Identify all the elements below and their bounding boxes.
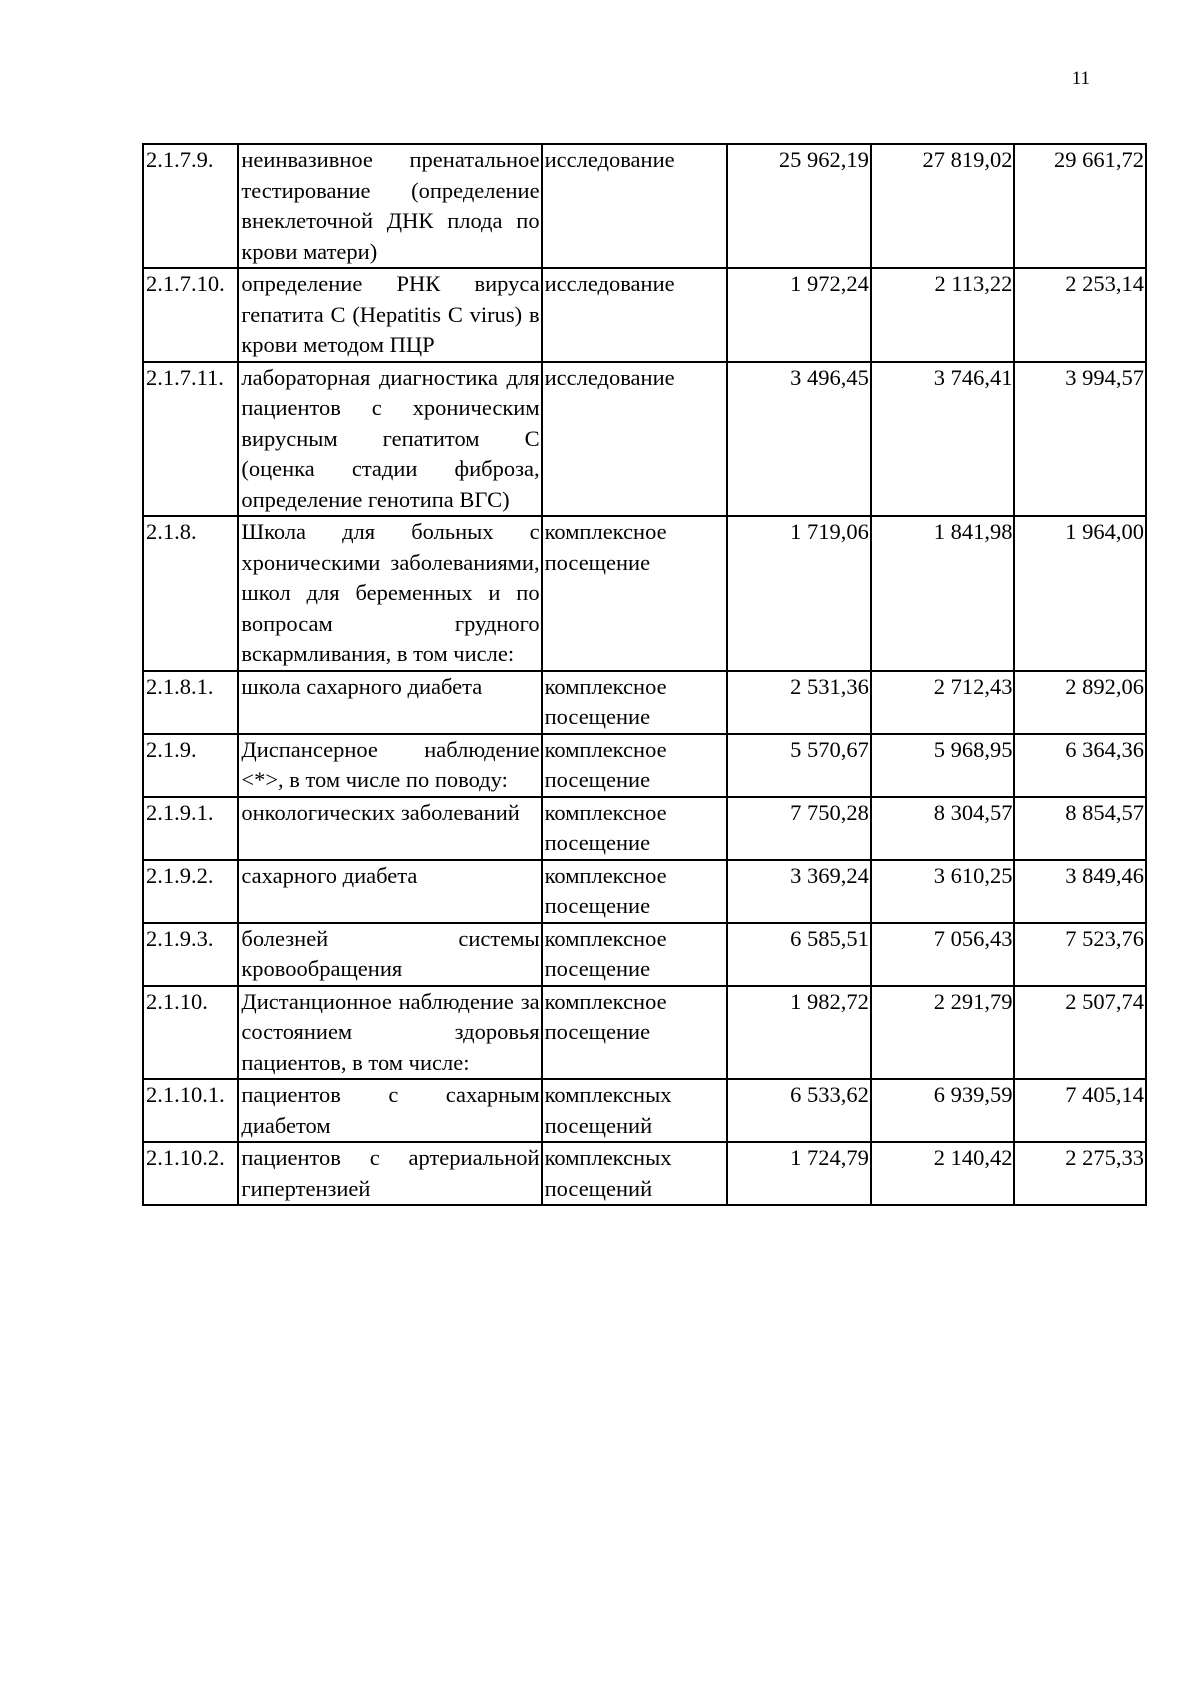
table-row: [143, 362, 1146, 517]
row-unit: комплексное посещение: [542, 923, 728, 986]
row-value-2: 6 939,59: [871, 1079, 1015, 1142]
row-value-3: 3 994,57: [1014, 362, 1146, 517]
row-value-1: 7 750,28: [727, 797, 871, 860]
row-name: школа сахарного диабета: [238, 671, 541, 734]
row-unit: комплексных посещений: [542, 1142, 728, 1205]
row-value-3: 2 892,06: [1014, 671, 1146, 734]
row-code: 2.1.9.: [143, 734, 238, 797]
tariff-table: [142, 143, 1147, 1206]
row-value-1: 1 724,79: [727, 1142, 871, 1205]
row-value-3: 2 275,33: [1014, 1142, 1146, 1205]
row-value-3: 7 405,14: [1014, 1079, 1146, 1142]
row-code: 2.1.10.2.: [143, 1142, 238, 1205]
row-name: болезней системы кровообращения: [238, 923, 541, 986]
row-value-3: 6 364,36: [1014, 734, 1146, 797]
row-value-3: 7 523,76: [1014, 923, 1146, 986]
row-name: онкологических заболеваний: [238, 797, 541, 860]
table-row: [143, 516, 1146, 671]
row-code: 2.1.7.9.: [143, 144, 238, 268]
row-value-3: 2 507,74: [1014, 986, 1146, 1080]
row-value-3: 2 253,14: [1014, 268, 1146, 362]
row-code: 2.1.7.11.: [143, 362, 238, 517]
row-value-1: 5 570,67: [727, 734, 871, 797]
table-row: [143, 860, 1146, 923]
row-value-1: 25 962,19: [727, 144, 871, 268]
row-value-1: 1 982,72: [727, 986, 871, 1080]
table-row: [143, 923, 1146, 986]
table-row: [143, 797, 1146, 860]
row-value-2: 5 968,95: [871, 734, 1015, 797]
row-code: 2.1.9.3.: [143, 923, 238, 986]
row-name: Диспансерное наблюдение <*>, в том числе по поводу:: [238, 734, 541, 797]
page-number: 11: [1071, 68, 1090, 89]
row-value-3: 29 661,72: [1014, 144, 1146, 268]
table-row: [143, 268, 1146, 362]
row-unit: комплексное посещение: [542, 986, 728, 1080]
table-row: [143, 144, 1146, 268]
row-unit: комплексное посещение: [542, 734, 728, 797]
table-row: [143, 1079, 1146, 1142]
row-name: пациентов с сахарным диабетом: [238, 1079, 541, 1142]
row-code: 2.1.8.1.: [143, 671, 238, 734]
row-value-2: 2 291,79: [871, 986, 1015, 1080]
row-name: определение РНК вируса гепатита С (Hepatitis C virus) в крови методом ПЦР: [238, 268, 541, 362]
row-value-1: 3 496,45: [727, 362, 871, 517]
row-value-2: 3 746,41: [871, 362, 1015, 517]
row-name: Школа для больных с хроническими заболеваниями, школ для беременных и по вопросам грудного вскармливания, в том числе:: [238, 516, 541, 671]
row-unit: комплексное посещение: [542, 797, 728, 860]
row-value-2: 2 140,42: [871, 1142, 1015, 1205]
row-code: 2.1.8.: [143, 516, 238, 671]
row-value-2: 1 841,98: [871, 516, 1015, 671]
row-unit: комплексное посещение: [542, 860, 728, 923]
row-value-2: 2 712,43: [871, 671, 1015, 734]
row-code: 2.1.7.10.: [143, 268, 238, 362]
table-row: [143, 1142, 1146, 1205]
row-value-3: 1 964,00: [1014, 516, 1146, 671]
row-value-3: 8 854,57: [1014, 797, 1146, 860]
table-row: [143, 986, 1146, 1080]
row-unit: исследование: [542, 144, 728, 268]
row-code: 2.1.9.1.: [143, 797, 238, 860]
row-unit: комплексное посещение: [542, 516, 728, 671]
row-name: лабораторная диагностика для пациентов с хроническим вирусным гепатитом С (оценка стадии фиброза, определение генотипа ВГС): [238, 362, 541, 517]
row-value-1: 6 585,51: [727, 923, 871, 986]
row-value-2: 2 113,22: [871, 268, 1015, 362]
row-value-2: 3 610,25: [871, 860, 1015, 923]
table-row: [143, 734, 1146, 797]
row-value-1: 1 972,24: [727, 268, 871, 362]
row-value-1: 6 533,62: [727, 1079, 871, 1142]
row-value-2: 7 056,43: [871, 923, 1015, 986]
row-unit: исследование: [542, 268, 728, 362]
table-row: [143, 671, 1146, 734]
row-name: неинвазивное пренатальное тестирование (определение внеклеточной ДНК плода по крови матери): [238, 144, 541, 268]
row-value-1: 3 369,24: [727, 860, 871, 923]
row-code: 2.1.10.1.: [143, 1079, 238, 1142]
row-value-3: 3 849,46: [1014, 860, 1146, 923]
row-unit: комплексное посещение: [542, 671, 728, 734]
row-name: Дистанционное наблюдение за состоянием здоровья пациентов, в том числе:: [238, 986, 541, 1080]
tariff-table-body: [143, 144, 1146, 1205]
row-code: 2.1.9.2.: [143, 860, 238, 923]
row-value-1: 2 531,36: [727, 671, 871, 734]
row-value-2: 8 304,57: [871, 797, 1015, 860]
row-name: пациентов с артериальной гипертензией: [238, 1142, 541, 1205]
row-code: 2.1.10.: [143, 986, 238, 1080]
row-name: сахарного диабета: [238, 860, 541, 923]
row-value-2: 27 819,02: [871, 144, 1015, 268]
row-value-1: 1 719,06: [727, 516, 871, 671]
row-unit: комплексных посещений: [542, 1079, 728, 1142]
row-unit: исследование: [542, 362, 728, 517]
